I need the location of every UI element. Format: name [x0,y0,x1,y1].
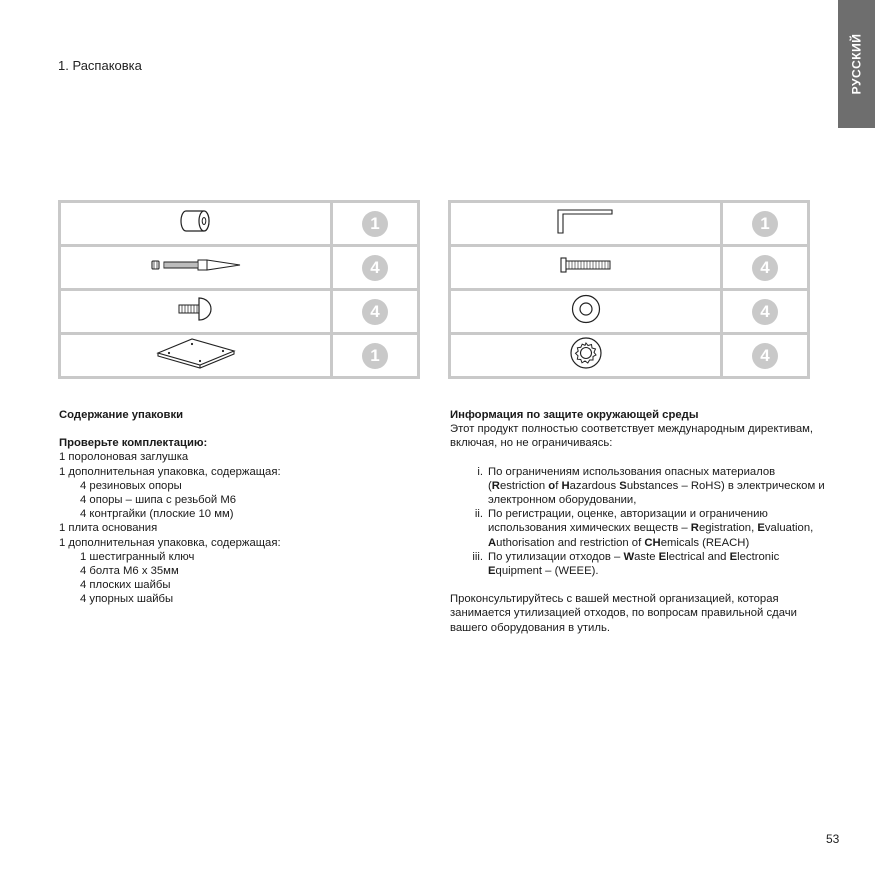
quantity-cell [332,202,419,246]
parts-table-right [448,200,810,379]
hex-key-icon [556,207,616,235]
environment-info [450,408,825,635]
quantity-cell [722,290,809,334]
contents-line: 1 плита основания [59,522,158,535]
list-marker: i. [477,465,483,478]
quantity-cell [722,202,809,246]
acronym-letter: E [757,522,765,535]
directive-text-part: lectronic [737,550,780,563]
directive-text-part: valuation, [764,522,814,535]
part-image-cell [60,202,332,246]
directive-text-part: ubstances – RoHS) в электрическом и электронном оборудовании, [488,479,825,507]
directive-text-part: По утилизации отходов – [488,550,624,563]
quantity-badge: 4 [752,255,778,281]
flat-washer-icon [570,293,602,325]
quantity-badge: 1 [362,211,388,237]
quantity-cell [332,246,419,290]
list-marker: iii. [472,550,483,563]
parts-row [450,246,809,290]
environment-intro: Этот продукт полностью соответствует международным директивам, включая, но не ограничиваясь: [450,423,814,450]
part-image-cell [60,246,332,290]
quantity-cell [722,334,809,378]
section-title: 1. Распаковка [58,58,142,73]
part-image-cell [450,202,722,246]
quantity-badge: 4 [362,299,388,325]
foam-plug-icon [176,207,216,235]
directive-item [450,507,825,550]
spike-foot-icon [150,257,242,273]
quantity-cell [722,246,809,290]
directive-item [450,550,825,578]
contents-line: 1 поролоновая заглушка [59,451,189,464]
language-tab-label: РУССКИЙ [849,33,864,95]
acronym-letter: R [690,522,699,535]
directive-text [488,507,825,550]
parts-row [450,334,809,378]
acronym-letter: A [488,536,497,549]
acronym-letter: E [488,565,496,578]
contents-line: 1 дополнительная упаковка, содержащая: [59,465,281,478]
contents-line: 1 дополнительная упаковка, содержащая: [59,536,281,549]
parts-row [60,246,419,290]
part-image-cell [60,290,332,334]
part-image-cell [450,334,722,378]
rubber-foot-icon [175,295,217,323]
parts-row [60,202,419,246]
directive-text-part: emicals (REACH) [660,536,750,549]
quantity-cell [332,290,419,334]
acronym-letter: H [561,479,570,492]
parts-row [60,290,419,334]
parts-row [450,290,809,334]
directive-text-part: f [555,479,562,492]
page-number: 53 [826,832,840,846]
part-image-cell [450,290,722,334]
contents-line: 4 болта М6 х 35мм [80,565,179,578]
package-contents [59,408,429,607]
directive-text-part: azardous [569,479,620,492]
directive-item [450,465,825,508]
directive-text [488,465,825,508]
quantity-badge: 4 [752,343,778,369]
acronym-letter: E [658,550,667,563]
contents-line: 4 резиновых опоры [80,479,182,492]
directive-text-part: uthorisation and restriction of [496,536,645,549]
quantity-badge: 1 [752,211,778,237]
quantity-badge: 4 [362,255,388,281]
list-marker: ii. [474,508,483,521]
contents-line: 1 шестигранный ключ [80,550,195,563]
bolt-icon [559,256,613,274]
environment-title: Информация по защите окружающей среды [450,409,699,421]
directive-text-part: По регистрации, оценке, авторизации и ограничению использования химических веществ – [488,508,768,535]
contents-line: 4 контргайки (плоские 10 мм) [80,508,234,521]
quantity-badge: 4 [752,299,778,325]
parts-table-left [58,200,420,379]
directive-text-part: quipment – (WEEE). [495,565,599,578]
contents-line: 4 плоских шайбы [80,579,171,592]
acronym-letter: CH [644,536,661,549]
lock-washer-icon [569,336,603,370]
part-image-cell [450,246,722,290]
contents-title: Содержание упаковки [59,409,184,421]
contents-subtitle: Проверьте комплектацию: [59,437,208,450]
base-plate-icon [156,335,236,371]
directive-text-part: egistration, [698,522,758,535]
contents-line: 4 упорных шайбы [80,593,174,606]
directive-text [488,550,825,578]
parts-row [450,202,809,246]
contents-line: 4 опоры – шипа с резьбой М6 [80,494,237,507]
acronym-letter: o [548,479,556,492]
quantity-badge: 1 [362,343,388,369]
contents-list [59,450,429,606]
parts-row [60,334,419,378]
acronym-letter: E [729,550,738,563]
directive-text-part: estriction [499,479,549,492]
acronym-letter: R [491,479,500,492]
language-tab [838,0,875,128]
acronym-letter: W [623,550,635,563]
directive-text-part: По ограничениям использования опасных материалов ( [488,465,776,492]
part-image-cell [60,334,332,378]
acronym-letter: S [619,479,627,492]
directive-text-part: lectrical and [666,550,730,563]
environment-footer: Проконсультируйтесь с вашей местной организацией, которая занимается утилизацией отходов, по вопросам правильной сдачи вашего оборудования в утиль. [450,593,797,634]
quantity-cell [332,334,419,378]
directive-text-part: aste [634,550,659,563]
directives-list [450,465,825,579]
